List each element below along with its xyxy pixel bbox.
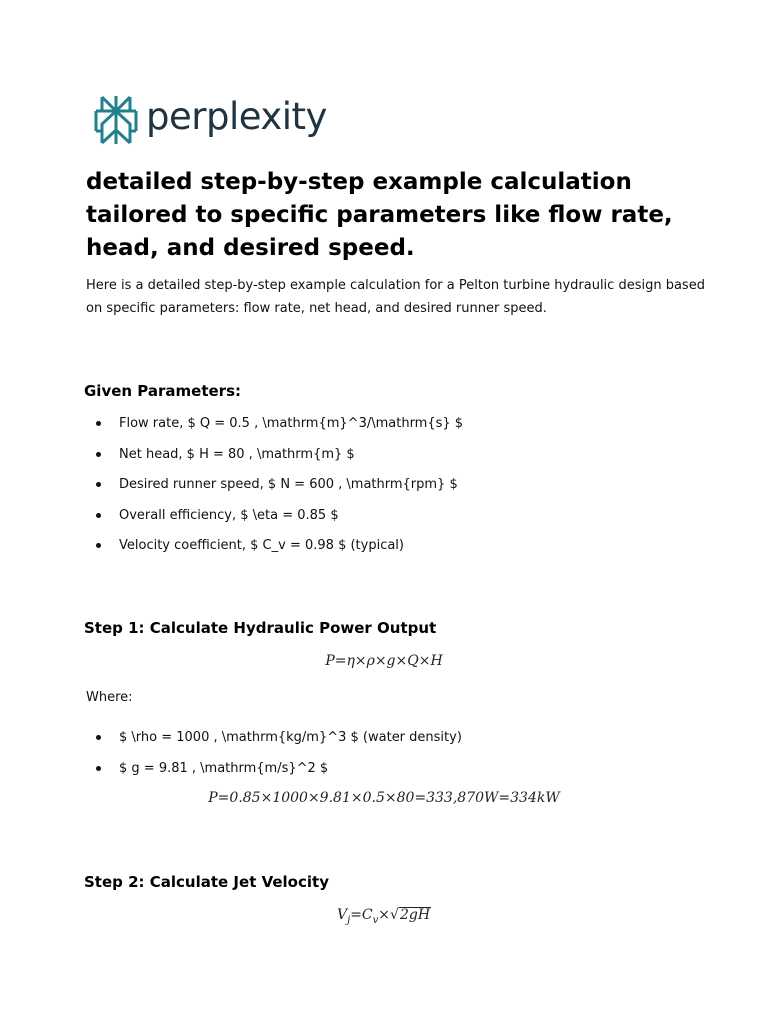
intro-paragraph: Here is a detailed step-by-step example calculation for a Pelton turbine hydraulic design based on specific parameters: flow rate, net head, and desired runner speed.: [86, 278, 705, 316]
brand-name: perplexity: [146, 95, 327, 138]
formula-coefficient: C: [361, 907, 373, 923]
list-item: Velocity coefficient, $ C_v = 0.98 $ (typical): [96, 535, 463, 566]
list-item: Desired runner speed, $ N = 600 , \mathrm{rpm} $: [96, 474, 463, 505]
step1-formula: P=η×ρ×g×Q×H: [325, 653, 443, 669]
formula-times: ×: [378, 907, 391, 923]
step2-formula: [0, 907, 768, 926]
given-parameters-heading: Given Parameters:: [84, 382, 242, 400]
step2-heading: Step 2: Calculate Jet Velocity: [84, 873, 329, 891]
perplexity-logo-icon: [94, 94, 138, 146]
given-parameters-list: [96, 413, 463, 566]
where-label: Where:: [86, 690, 133, 705]
perplexity-logo: [94, 94, 327, 146]
step1-constants-list: [96, 727, 462, 788]
formula-radicand: 2gH: [399, 907, 431, 923]
list-item: $ g = 9.81 , \mathrm{m/s}^2 $: [96, 758, 462, 789]
page-title: detailed step-by-step example calculation tailored to specific parameters like flow rate, head, and desired speed.: [86, 169, 673, 261]
formula-equals: =: [350, 907, 362, 923]
list-item: $ \rho = 1000 , \mathrm{kg/m}^3 $ (water density): [96, 727, 462, 758]
list-item: Overall efficiency, $ \eta = 0.85 $: [96, 505, 463, 536]
step1-result-formula: P=0.85×1000×9.81×0.5×80=333,870W=334kW: [208, 790, 560, 806]
step1-heading: Step 1: Calculate Hydraulic Power Output: [84, 619, 437, 637]
formula-lhs: V: [336, 907, 348, 923]
list-item: Net head, $ H = 80 , \mathrm{m} $: [96, 444, 463, 475]
sqrt-sign: √: [390, 907, 399, 923]
list-item: Flow rate, $ Q = 0.5 , \mathrm{m}^3/\mathrm{s} $: [96, 413, 463, 444]
formula-coefficient-subscript: v: [372, 914, 379, 926]
formula-lhs-subscript: j: [347, 914, 351, 926]
